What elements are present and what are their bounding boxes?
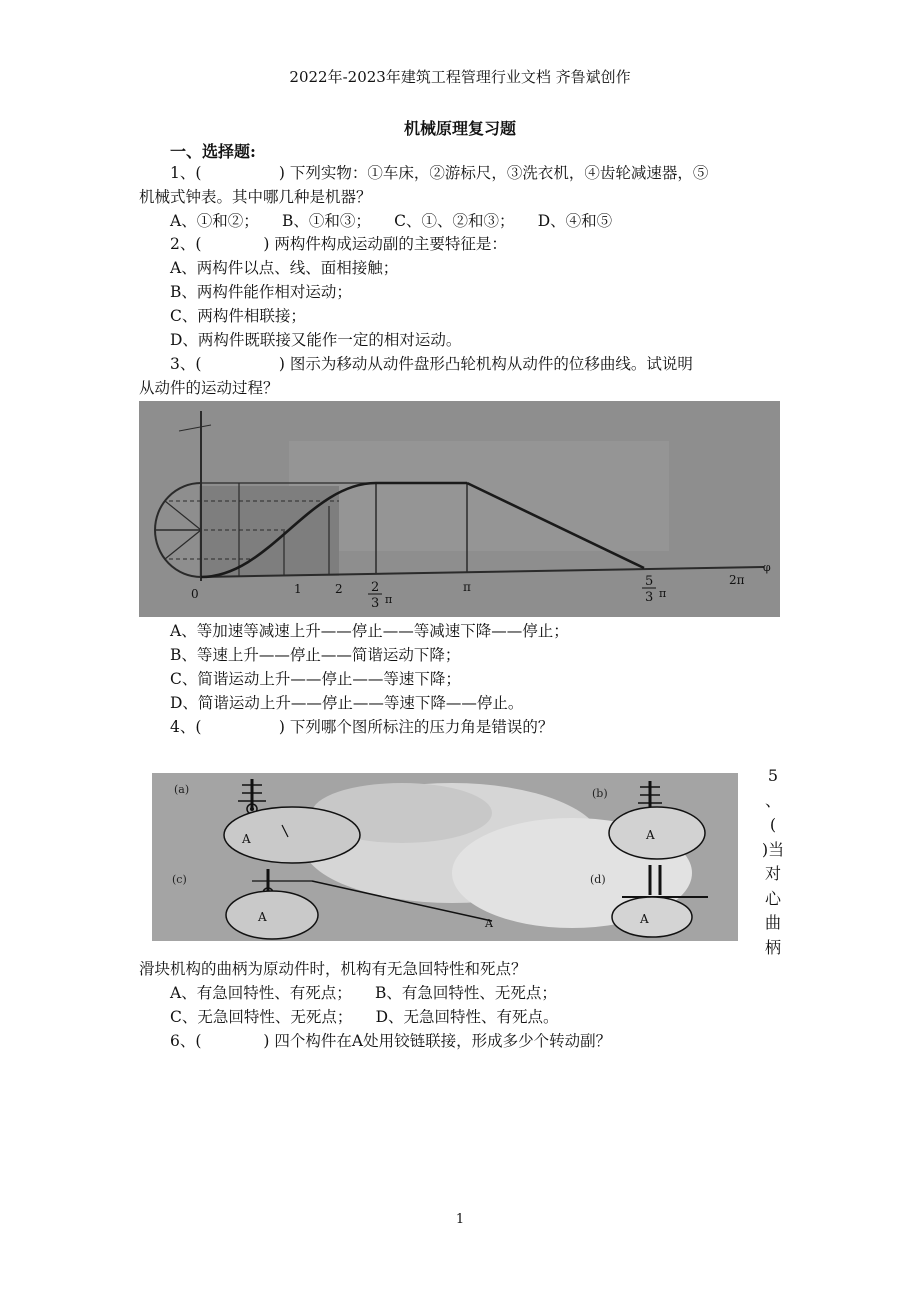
q5-vertical-text (753, 764, 793, 960)
q5-continued: 滑块机构的曲柄为原动件时，机构有无急回特性和死点？ (139, 960, 527, 978)
fig-label-1: 1 (294, 582, 302, 596)
q3-option-b: B、等速上升——停止——简谐运动下降； (170, 646, 461, 664)
q3-option-c: C、简谐运动上升——停止——等速下降； (170, 670, 461, 688)
q5-options-1: A、有急回特性、有死点； B、有急回特性、无死点； (170, 984, 557, 1002)
q2-option-d: D、两构件既联接又能作一定的相对运动。 (170, 331, 462, 349)
fig-axis-end-label: φ (763, 561, 771, 574)
fig-label-2-3-num: 2 (371, 580, 380, 595)
q4-stem: 4、( ) 下列哪个图所标注的压力角是错误的？ (170, 718, 554, 736)
q1-line1: 1、( ) 下列实物：①车床，②游标尺，③洗衣机，④齿轮减速器，⑤ (170, 164, 709, 182)
fig4-label-d: (d) (590, 873, 606, 886)
q2-option-c: C、两构件相联接； (170, 307, 306, 325)
q5-vchar-1: 5 (767, 766, 779, 785)
q3-option-d: D、简谐运动上升——停止——等速下降——停止。 (170, 694, 524, 712)
q2-option-b: B、两构件能作相对运动； (170, 283, 352, 301)
svg-text:A: A (640, 912, 649, 926)
svg-text:A: A (258, 910, 267, 924)
fig-label-5-3-den: 3 (645, 590, 654, 605)
fig4-label-c: (c) (172, 873, 187, 886)
fig4-label-b: (b) (592, 787, 608, 800)
fig-origin-label: 0 (191, 587, 199, 601)
svg-text:A: A (485, 917, 493, 930)
q3-line1: 3、( ) 图示为移动从动件盘形凸轮机构从动件的位移曲线。试说明 (170, 355, 693, 373)
page-title: 机械原理复习题 (403, 119, 516, 138)
fig-label-2: 2 (335, 582, 343, 596)
q3-line2: 从动件的运动过程？ (139, 379, 279, 397)
q5-vchar-2: 、 (764, 790, 781, 810)
q5-vchar-7: 曲 (764, 913, 781, 932)
displacement-curve-figure (139, 401, 780, 617)
q1-options: A、①和②； B、①和③； C、①、②和③； D、④和⑤ (170, 212, 613, 230)
fig-label-pi: π (463, 580, 471, 594)
q5-options-2: C、无急回特性、无死点； D、无急回特性、有死点。 (170, 1008, 559, 1026)
fig-label-5-3-num: 5 (645, 574, 654, 589)
q5-vchar-6: 心 (764, 888, 781, 908)
q1-line2: 机械式钟表。其中哪几种是机器？ (139, 188, 372, 206)
q3-option-a: A、等加速等减速上升——停止——等减速下降——停止； (170, 622, 569, 640)
q2-option-a: A、两构件以点、线、面相接触； (170, 259, 399, 277)
q2-stem: 2、( ) 两构件构成运动副的主要特征是： (170, 235, 507, 253)
q5-vchar-4: )当 (761, 839, 785, 859)
svg-text:A: A (242, 832, 251, 846)
q5-vchar-8: 柄 (764, 937, 781, 957)
fig-label-2-3-pi: π (385, 593, 393, 606)
page-number: 1 (455, 1212, 465, 1227)
q5-vchar-5: 对 (764, 864, 781, 883)
document-header: 2022年-2023年建筑工程管理行业文档 齐鲁斌创作 (289, 68, 631, 86)
fig-label-5-3-pi: π (659, 587, 667, 600)
section-heading: 一、选择题: (170, 142, 256, 161)
fig-label-2pi: 2π (729, 573, 745, 587)
fig-label-2-3-den: 3 (371, 596, 380, 611)
q5-vchar-3: ( (769, 815, 777, 834)
q6-stem: 6、( ) 四个构件在A处用铰链联接，形成多少个转动副？ (170, 1032, 612, 1050)
pressure-angle-figure (152, 773, 738, 941)
svg-text:A: A (646, 828, 655, 842)
fig4-label-a: (a) (174, 783, 190, 796)
